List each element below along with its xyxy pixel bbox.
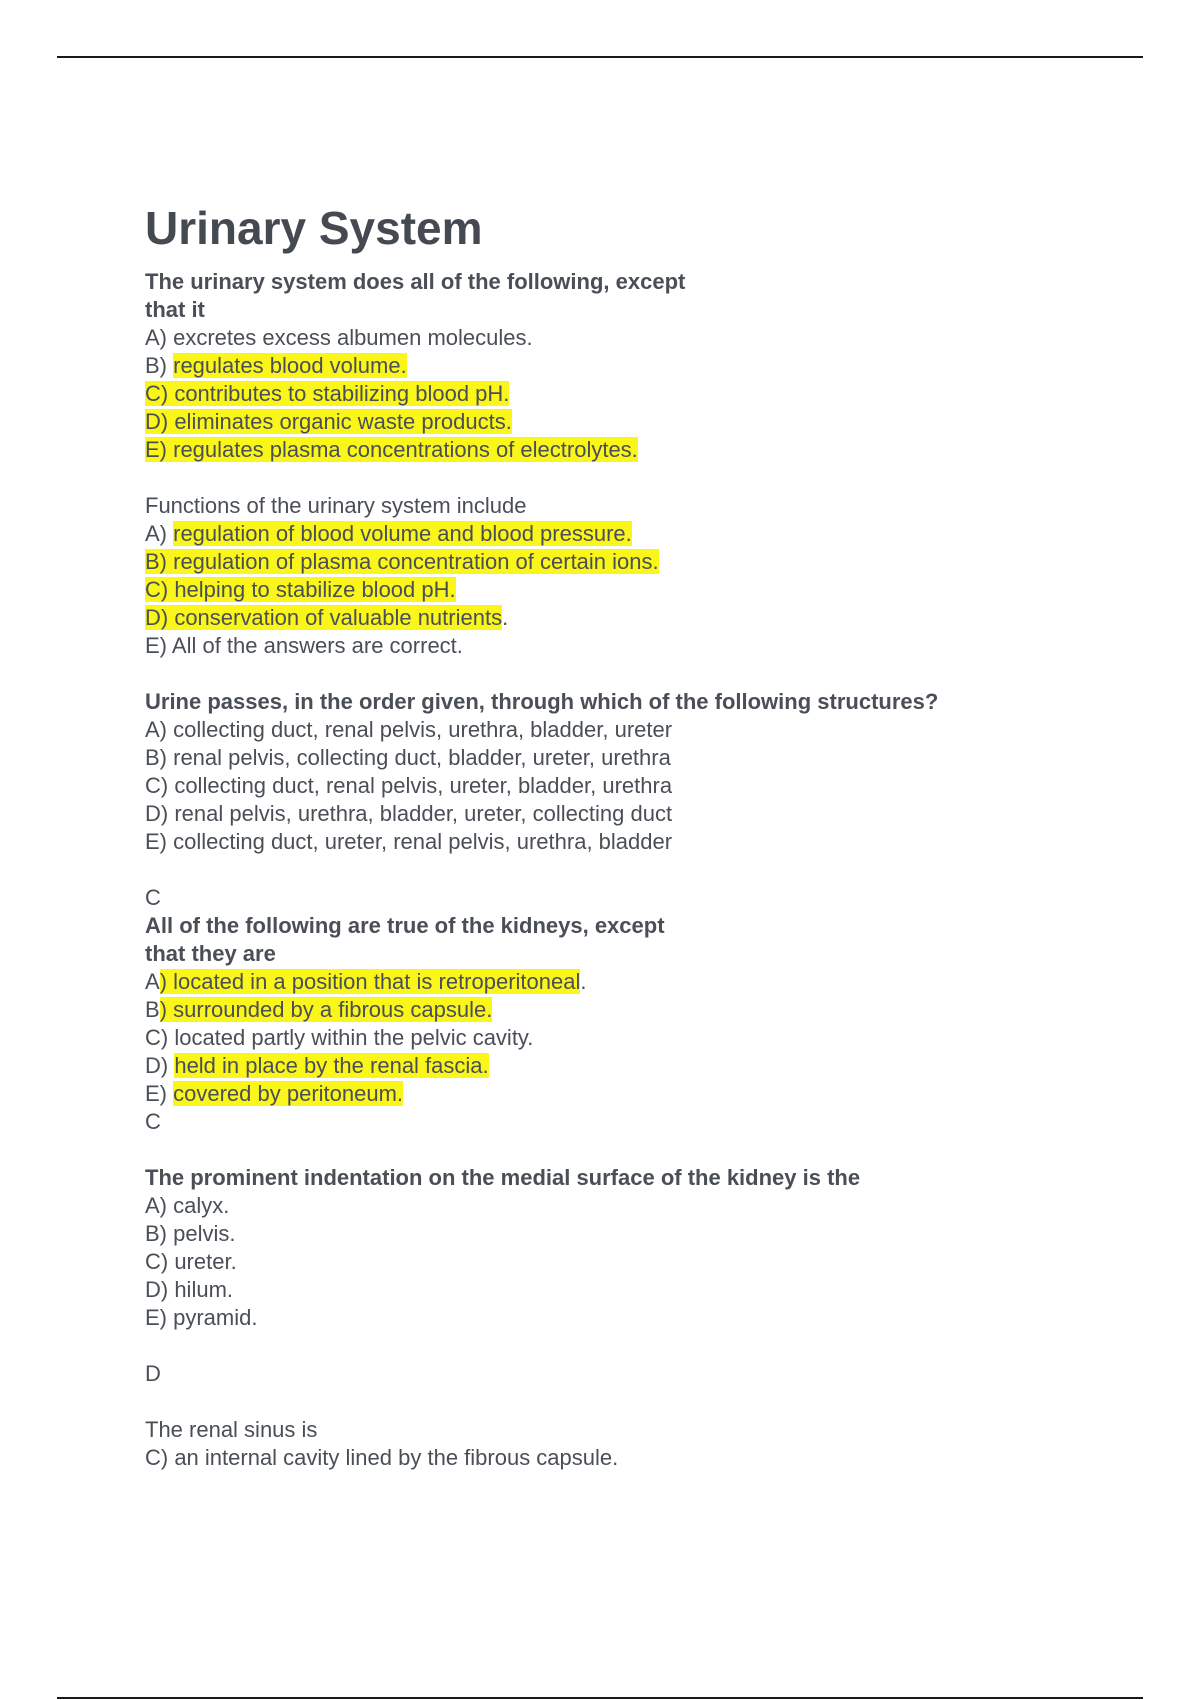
spacer <box>145 1136 1105 1164</box>
question-text: All of the following are true of the kidneys, except <box>145 913 665 938</box>
answer-option-d: D) hilum. <box>145 1277 234 1302</box>
question-text: Urine passes, in the order given, through which of the following structures? <box>145 689 939 714</box>
answer-option-c: C) ureter. <box>145 1249 237 1274</box>
highlighted-text: E) regulates plasma concentrations of electrolytes. <box>145 437 638 462</box>
top-rule <box>57 56 1143 58</box>
question-block-4 <box>145 912 1105 1136</box>
spacer <box>145 660 1105 688</box>
document-body <box>145 198 1105 1472</box>
question-block-2 <box>145 492 1105 660</box>
question-block-1 <box>145 268 1105 464</box>
answer-option-d: D) renal pelvis, urethra, bladder, ureter, collecting duct <box>145 801 673 826</box>
answer-option-c: C) collecting duct, renal pelvis, ureter, bladder, urethra <box>145 773 673 798</box>
answer-option-c <box>145 576 1105 604</box>
answer-option-a <box>145 520 1105 548</box>
highlighted-text: D) eliminates organic waste products. <box>145 409 512 434</box>
question-block-6 <box>145 1416 1105 1472</box>
question-text: Functions of the urinary system include <box>145 493 527 518</box>
highlighted-text: ) located in a position that is retroperitoneal <box>159 969 581 994</box>
highlighted-text: C) contributes to stabilizing blood pH. <box>145 381 510 406</box>
answer-option-c: C) located partly within the pelvic cavity. <box>145 1025 534 1050</box>
answer-option-e <box>145 1080 1105 1108</box>
answer-key: D <box>145 1361 161 1386</box>
answer-option-b <box>145 996 1105 1024</box>
answer-option-b: B) pelvis. <box>145 1221 236 1246</box>
spacer <box>145 1388 1105 1416</box>
highlighted-text: D) conservation of valuable nutrients <box>145 605 503 630</box>
answer-option-b <box>145 352 1105 380</box>
highlighted-text: ) surrounded by a fibrous capsule. <box>159 997 493 1022</box>
answer-option-b <box>145 548 1105 576</box>
question-text: The renal sinus is <box>145 1417 318 1442</box>
bottom-rule <box>57 1697 1143 1699</box>
option-label: B) <box>145 353 174 378</box>
question-text: The prominent indentation on the medial surface of the kidney is the <box>145 1165 861 1190</box>
highlighted-text: C) helping to stabilize blood pH. <box>145 577 456 602</box>
highlighted-text: B) regulation of plasma concentration of certain ions. <box>145 549 659 574</box>
answer-option-e: E) collecting duct, ureter, renal pelvis, urethra, bladder <box>145 829 673 854</box>
answer-option-b: B) renal pelvis, collecting duct, bladder, ureter, urethra <box>145 745 671 770</box>
option-label: A) <box>145 521 174 546</box>
trailing-punctuation: . <box>502 605 509 630</box>
answer-option-d <box>145 408 1105 436</box>
answer-option-e: E) All of the answers are correct. <box>145 633 463 658</box>
answer-option-a <box>145 968 1105 996</box>
answer-key: C <box>145 1109 161 1134</box>
spacer <box>145 464 1105 492</box>
answer-option-d <box>145 604 1105 632</box>
answer-option-c: C) an internal cavity lined by the fibrous capsule. <box>145 1445 619 1470</box>
answer-option-a: A) collecting duct, renal pelvis, urethra, bladder, ureter <box>145 717 673 742</box>
answer-option-c <box>145 380 1105 408</box>
answer-option-e <box>145 436 1105 464</box>
question-block-3 <box>145 688 1105 912</box>
question-block-5 <box>145 1164 1105 1388</box>
answer-key: C <box>145 885 161 910</box>
option-label: E) <box>145 1081 174 1106</box>
option-label: B <box>145 997 160 1022</box>
page-title: Urinary System <box>145 202 483 254</box>
highlighted-text: covered by peritoneum. <box>173 1081 404 1106</box>
spacer <box>145 1332 1105 1360</box>
highlighted-text: regulates blood volume. <box>173 353 407 378</box>
highlighted-text: regulation of blood volume and blood pressure. <box>173 521 632 546</box>
answer-option-a: A) excretes excess albumen molecules. <box>145 325 533 350</box>
answer-option-e: E) pyramid. <box>145 1305 258 1330</box>
question-text: The urinary system does all of the following, except <box>145 269 686 294</box>
spacer <box>145 856 1105 884</box>
answer-option-a: A) calyx. <box>145 1193 230 1218</box>
question-text: that it <box>145 297 205 322</box>
option-label: D) <box>145 1053 175 1078</box>
question-text: that they are <box>145 941 276 966</box>
highlighted-text: held in place by the renal fascia. <box>174 1053 489 1078</box>
option-label: A <box>145 969 160 994</box>
answer-option-d <box>145 1052 1105 1080</box>
trailing-punctuation: . <box>580 969 587 994</box>
